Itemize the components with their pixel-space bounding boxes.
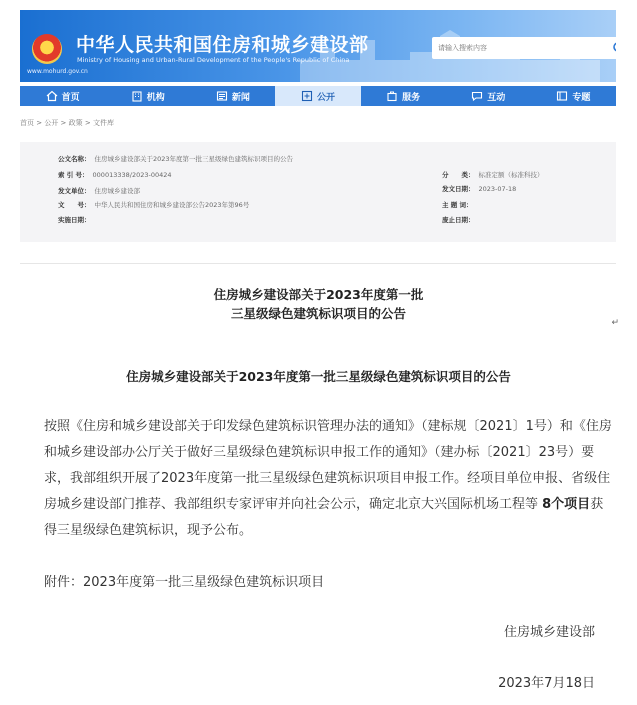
home-icon (46, 90, 58, 102)
body-text-part-2: 获得三星级绿色建筑标识，现予公布。 (44, 497, 604, 538)
nav-item-home[interactable] (20, 86, 105, 106)
divider (20, 263, 616, 264)
document-signer: 住房城乡建设部 (503, 625, 595, 640)
info-value: 住房城乡建设部 (94, 187, 140, 195)
document-date: 2023年7月18日 (498, 676, 595, 691)
info-index (58, 170, 172, 179)
document-title-line-1: 住房城乡建设部关于2023年度第一批 (213, 287, 424, 302)
info-category (442, 170, 544, 179)
document-body (44, 414, 614, 544)
attachment-link[interactable]: 附件：2023年度第一批三星级绿色建筑标识项目 (44, 575, 325, 590)
document-title-line-2: 三星级绿色建筑标识项目的公告 (230, 306, 406, 321)
info-impl-date (58, 215, 95, 224)
info-key: 文 号： (58, 201, 91, 209)
nav-label: 专题 (572, 92, 591, 103)
nav-item-institutions[interactable] (105, 86, 190, 106)
info-key: 公文名称： (58, 155, 91, 163)
info-value: 中华人民共和国住房和城乡建设部公告2023年第96号 (94, 201, 250, 209)
info-issue-date (442, 184, 516, 193)
nav-label: 服务 (402, 92, 421, 103)
nav-label: 首页 (61, 92, 80, 103)
nav-item-disclosure[interactable] (275, 86, 360, 106)
site-header (20, 10, 616, 82)
news-icon (216, 90, 228, 102)
info-key: 主 题 词： (442, 201, 473, 209)
info-key: 分 类： (442, 171, 475, 179)
nav-item-service[interactable] (361, 86, 446, 106)
nav-label: 新闻 (231, 92, 250, 103)
nav-item-interact[interactable] (446, 86, 531, 106)
nav-item-topic[interactable] (531, 86, 616, 106)
info-key: 发文日期： (442, 185, 475, 193)
topic-icon (556, 90, 568, 102)
info-key: 发文单位： (58, 187, 91, 195)
search-box (432, 37, 616, 59)
info-value: 2023-07-18 (478, 185, 517, 193)
body-text-part-1: 按照《住房和城乡建设部关于印发绿色建筑标识管理办法的通知》（建标规〔2021〕1号）和《住房和城乡建设部办公厅关于做好三星级绿色建筑标识申报工作的通知》（建办标〔2021〕23号）要求，我部组织开展了2023年度第一批三星级绿色建筑标识项目申报工作。经项目单位申报、省级住房城乡建设部门推荐、我部组织专家评审并向社会公示，确定北京大兴国际机场工程等 (44, 419, 612, 512)
info-issuer (58, 186, 140, 195)
document-info-panel (20, 142, 616, 242)
info-abolish-date (442, 215, 479, 224)
site-url: www.mohurd.gov.cn (27, 68, 88, 75)
info-value: 住房城乡建设部关于2023年度第一批三星级绿色建筑标识项目的公告 (94, 155, 294, 163)
info-value: 000013338/2023-00424 (92, 171, 172, 179)
search-icon[interactable] (612, 41, 616, 55)
site-subtitle: Ministry of Housing and Urban-Rural Development of the People's Republic of China (77, 56, 350, 64)
nav-label: 互动 (487, 92, 506, 103)
info-value: 标准定额（标准科技） (478, 171, 544, 179)
interact-icon (471, 90, 483, 102)
document-heading: 住房城乡建设部关于2023年度第一批三星级绿色建筑标识项目的公告 (126, 369, 511, 384)
return-mark: ↵ (611, 318, 619, 328)
info-subject (442, 200, 477, 209)
body-text-bold: 8个项目 (542, 497, 591, 512)
info-topic (58, 154, 293, 163)
national-emblem-icon[interactable] (32, 34, 62, 64)
info-doc-number (58, 200, 249, 209)
info-key: 实施日期： (58, 216, 91, 224)
main-nav (20, 86, 616, 106)
nav-label: 公开 (316, 92, 335, 103)
search-input[interactable] (438, 40, 598, 56)
disclosure-icon (301, 90, 313, 102)
nav-item-news[interactable] (190, 86, 275, 106)
service-icon (386, 90, 398, 102)
info-key: 索 引 号： (58, 171, 89, 179)
building-icon (131, 90, 143, 102)
info-key: 废止日期： (442, 216, 475, 224)
nav-label: 机构 (146, 92, 165, 103)
breadcrumb[interactable]: 首页 > 公开 > 政策 > 文件库 (20, 119, 114, 127)
site-title[interactable]: 中华人民共和国住房和城乡建设部 (76, 34, 369, 56)
